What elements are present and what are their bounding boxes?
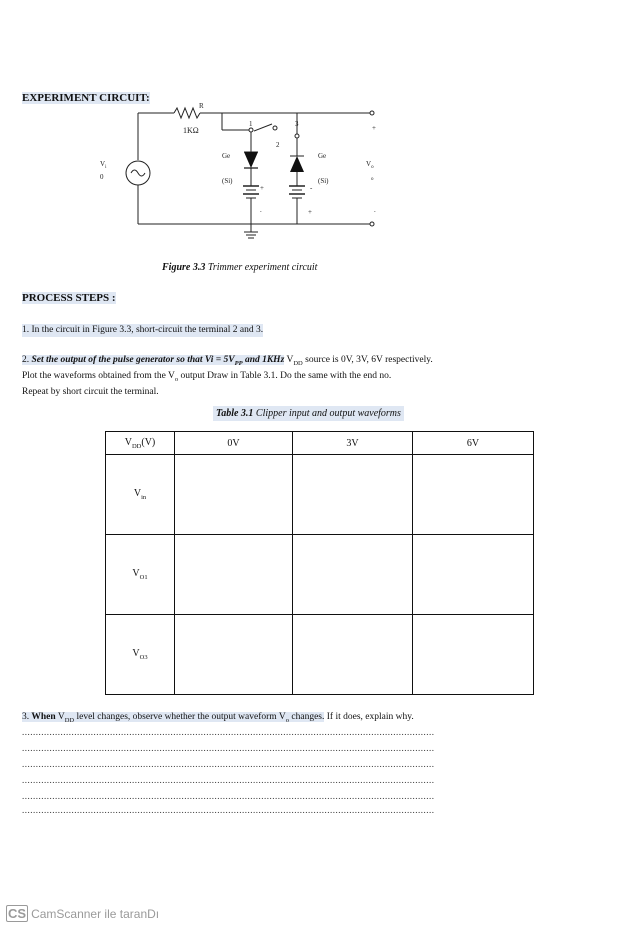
ac-sine-icon [131,170,145,176]
table-row-vo1 [106,535,534,615]
header-vdd: $V_{DD}(V)$ [106,432,175,455]
resistor-name-label: R [199,102,204,110]
answer-line[interactable]: ...................................................................................................................................................... [22,775,435,785]
left-diode-alt-label: (Si) [222,177,233,185]
left-battery-minus: . [260,206,262,214]
table-cell [293,455,413,535]
step-3-highlight: 3. When $V_{DD}$ level changes, observe whether the output waveform $V_o$ changes. [22,712,325,724]
answer-line[interactable]: ...................................................................................................................................................... [22,759,435,769]
node-2-label: 2 [276,141,280,149]
vo-plus-terminal [370,111,374,115]
vo-minus-sign: . [374,206,376,214]
section-title: EXPERIMENT CIRCUIT: [22,92,150,104]
answer-line[interactable]: ...................................................................................................................................................... [22,743,435,753]
answer-line[interactable]: ...................................................................................................................................................... [22,805,435,815]
node-1-terminal [249,128,253,132]
table-cell [413,535,534,615]
table-caption [213,406,404,421]
answer-line[interactable]: ...................................................................................................................................................... [22,727,435,737]
switch-blade [254,124,272,131]
table-cell [175,455,293,535]
vo-minus-terminal [370,222,374,226]
right-battery-plus: + [308,208,312,216]
resistor [174,108,200,118]
vo-dot-label: o [371,177,374,182]
left-diode-icon [244,152,258,168]
node-1-label: 1 [249,120,253,128]
node-3-label: 3 [295,120,299,128]
vo-label: $V_o$ [366,160,374,170]
figure-caption [162,262,317,273]
table-cell [175,535,293,615]
right-diode-alt-label: (Si) [318,177,329,185]
step-2: 2. Set the output of the pulse generator so that $Vi = 5V_{PP}$ and 1KHz $V_{DD}$ source is 0V, 3V, 6V respectively. Plot the waveforms obtained from the $V_o$ output Draw in Table 3.1. Do the same with the end no. Repeat by short circuit the terminal. [22,355,433,397]
table-row-vin [106,455,534,535]
vi-zero-label: 0 [100,173,104,181]
vi-label: $V_i$ [100,160,107,170]
left-battery-plus: + [260,184,264,192]
row-label-vin: $V_{in}$ [106,455,175,535]
right-battery-minus: - [310,184,313,192]
figure-caption-text: Trimmer experiment circuit [205,262,318,273]
right-diode-type-label: Ge [318,152,327,160]
row-label-vo1: $V_{O1}$ [106,535,175,615]
answer-line[interactable]: ...................................................................................................................................................... [22,791,435,801]
left-diode-type-label: Ge [222,152,231,160]
table-cell [413,615,534,695]
header-col-6v: 6V [413,432,534,455]
step-2-highlight: 2. Set the output of the pulse generator so that $Vi = 5V_{PP}$ and 1KHz [22,355,285,367]
node-2-terminal [273,126,277,130]
resistor-value-label: 1KΩ [183,126,199,135]
header-col-0v: 0V [175,432,293,455]
table-caption-text: Clipper input and output waveforms [253,408,401,419]
table-cell [293,615,413,695]
right-diode-icon [290,156,304,172]
waveform-table [105,431,534,695]
step-3: 3. When $V_{DD}$ level changes, observe whether the output waveform $V_o$ changes. If it does, explain why. [22,712,414,724]
circuit-diagram [0,0,636,290]
table-row-vo3 [106,615,534,695]
table-cell [413,455,534,535]
watermark-text: CamScanner ile taranDı [31,907,160,921]
camscanner-logo-icon: CS [8,906,27,921]
header-col-3v: 3V [293,432,413,455]
row-label-vo3: $V_{O3}$ [106,615,175,695]
table-cell [175,615,293,695]
process-title: PROCESS STEPS : [22,292,116,304]
vo-plus-sign: + [372,124,376,132]
node-3-terminal [295,134,299,138]
camscanner-watermark [6,905,159,922]
table-cell [293,535,413,615]
step-1: 1. In the circuit in Figure 3.3, short-circuit the terminal 2 and 3. [22,325,264,335]
table-header-row [106,432,534,455]
figure-caption-label: Figure 3.3 [162,262,206,273]
table-caption-label: Table 3.1 [216,408,254,419]
